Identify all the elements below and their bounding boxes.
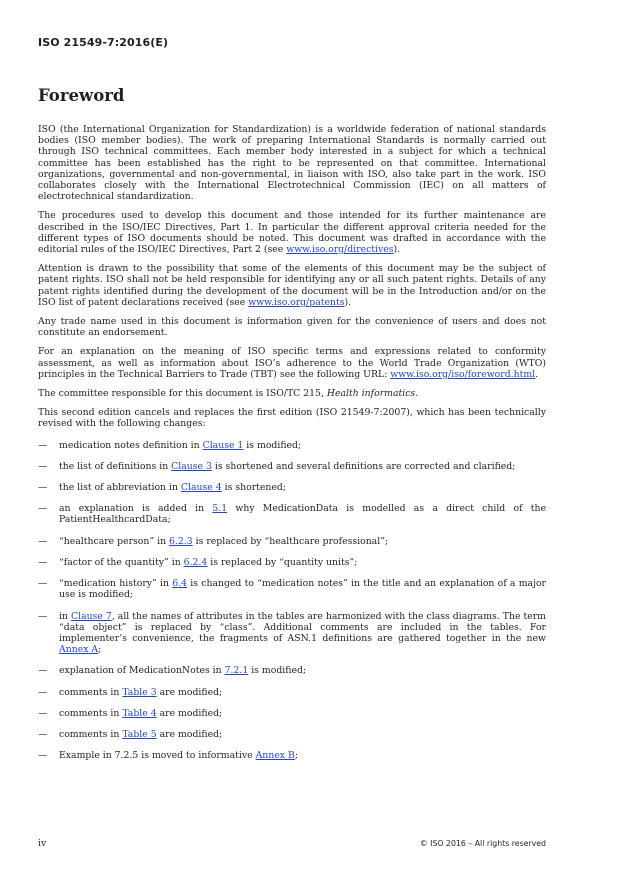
- section-7-2-1-link[interactable]: 7.2.1: [224, 665, 249, 677]
- list-item: — comments in Table 4 are modified;: [38, 707, 223, 719]
- list-item: — an explanation is added in 5.1 why MedicationData is modelled as a direct child of the PatientHealthcardData;: [38, 503, 546, 526]
- clause-3-link[interactable]: Clause 3: [171, 460, 212, 472]
- page-title: Foreword: [38, 86, 125, 105]
- section-6-2-4-link[interactable]: 6.2.4: [183, 556, 208, 568]
- clause-1-link[interactable]: Clause 1: [202, 439, 244, 451]
- foreword-body: [38, 124, 546, 771]
- list-item: — comments in Table 3 are modified;: [38, 686, 223, 698]
- document-id: ISO 21549-7:2016(E): [38, 36, 169, 49]
- list-item: — comments in Table 5 are modified;: [38, 728, 223, 740]
- paragraph-iso-intro: ISO (the International Organization for Standardization) is a worldwide federation of national standards bodies (ISO member bodies). The work of preparing International Standards is normally carried out through ISO technical committees. Each member body interested in a subject for which a technical committee has been established has the right to be represented on that committee. International organizations, governmental and non-governmental, in liaison with ISO, also take part in the work. ISO collaborates closely with the International Electrotechnical Commission (IEC) on all matters of electrotechnical standardization.: [38, 124, 546, 203]
- list-item: — “medication history” in 6.4 is changed to “medication notes” in the title and an explanation of a major use is modified;: [38, 578, 546, 601]
- annex-b-link[interactable]: Annex B: [255, 750, 295, 762]
- list-item: — explanation of MedicationNotes in 7.2.1 is modified;: [38, 665, 307, 677]
- list-item: — “healthcare person” in 6.2.3 is replaced by “healthcare professional”;: [38, 535, 389, 547]
- paragraph-committee: The committee responsible for this document is ISO/TC 215, Health informatics.: [38, 388, 419, 400]
- table-4-link[interactable]: Table 4: [122, 707, 157, 719]
- list-item: — “factor of the quantity” in 6.2.4 is replaced by “quantity units”;: [38, 556, 358, 568]
- patents-link[interactable]: www.iso.org/patents: [248, 296, 345, 308]
- section-6-2-3-link[interactable]: 6.2.3: [169, 535, 193, 547]
- list-item: — medication notes definition in Clause 1 is modified;: [38, 439, 302, 451]
- changes-list: [38, 440, 546, 762]
- page-number: iv: [38, 838, 47, 849]
- list-item: — the list of definitions in Clause 3 is shortened and several definitions are corrected and clarified;: [38, 460, 516, 472]
- foreword-link[interactable]: www.iso.org/iso/foreword.html: [390, 368, 536, 380]
- paragraph-procedures: The procedures used to develop this document and those intended for its further maintenance are described in the ISO/IEC Directives, Part 1. In particular the different approval criteria needed for the different types of ISO documents should be noted. This document was drafted in accordance with the editorial rules of the ISO/IEC Directives, Part 2 (see www.iso.org/directives).: [38, 210, 546, 256]
- section-6-4-link[interactable]: 6.4: [172, 578, 188, 590]
- clause-7-link[interactable]: Clause 7: [70, 610, 112, 622]
- directives-link[interactable]: www.iso.org/directives: [286, 244, 394, 256]
- section-5-1-link[interactable]: 5.1: [212, 503, 228, 515]
- table-5-link[interactable]: Table 5: [122, 728, 157, 740]
- list-item: — the list of abbreviation in Clause 4 is shortened;: [38, 482, 286, 494]
- copyright-notice: © ISO 2016 – All rights reserved: [419, 839, 546, 848]
- paragraph-edition: This second edition cancels and replaces the first edition (ISO 21549-7:2007), which has been technically revised with the following changes:: [38, 407, 546, 430]
- paragraph-conformity: For an explanation on the meaning of ISO specific terms and expressions related to conformity assessment, as well as information about ISO’s adherence to the World Trade Organization (WTO) principles in the Technical Barriers to Trade (TBT) see the following URL: www.iso.org/iso/foreword.html.: [38, 346, 546, 380]
- annex-a-link[interactable]: Annex A: [59, 644, 99, 656]
- paragraph-trade-name: Any trade name used in this document is information given for the convenience of users and does not constitute an endorsement.: [38, 316, 546, 339]
- table-3-link[interactable]: Table 3: [122, 686, 157, 698]
- clause-4-link[interactable]: Clause 4: [180, 482, 222, 494]
- list-item: — in Clause 7, all the names of attributes in the tables are harmonized with the class diagrams. The term “data object” is replaced by “class”. Additional comments are included in the tables. For implementer’s convenience, the fragments of ASN.1 definitions are gathered together in the new Annex A;: [38, 610, 546, 656]
- paragraph-patents: Attention is drawn to the possibility that some of the elements of this document may be the subject of patent rights. ISO shall not be held responsible for identifying any or all such patent rights. Details of any patent rights identified during the development of the document will be in the Introduction and/or on the ISO list of patent declarations received (see www.iso.org/patents).: [38, 263, 546, 308]
- list-item: — Example in 7.2.5 is moved to informative Annex B;: [38, 750, 298, 762]
